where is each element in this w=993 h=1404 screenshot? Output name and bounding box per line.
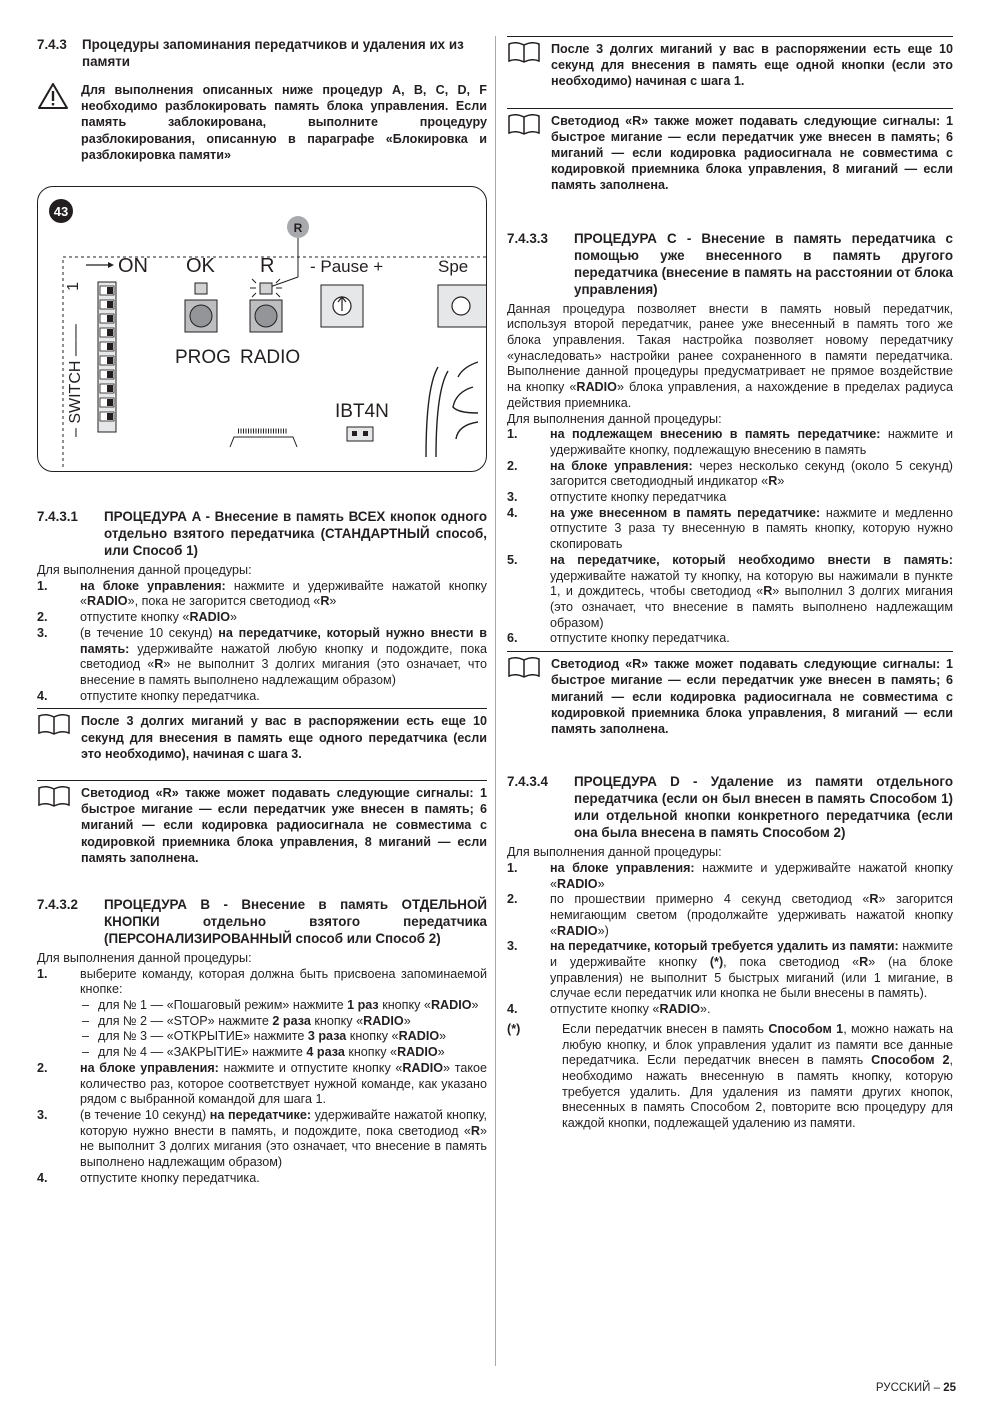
procedure-a-heading: 7.4.3.1 ПРОЦЕДУРА A - Внесение в память ВСЕХ кнопок одного отдельно взятого передатчика (СТАНДАРТНЫЙ способ, или Способ 1) — [37, 509, 487, 559]
procedure-d-footnote: (*) Если передатчик внесен в память Способом 1, можно нажать на любую кнопку, и блок управления удалит из памяти все данные передатчика. Если передатчик внесен в память Способом 2, необходимо нажать внесенную в память кнопку, которую требуется удалить. Для удаления из памяти других кнопок, внесенных в память Способом 2, повторите всю процедуру для каждой кнопки, подлежащей удалению из памяти. — [507, 1021, 953, 1131]
procedure-a-step-1: 1. на блоке управления: нажмите и удерживайте нажатой кнопку «RADIO», пока не загорится светодиод «R» — [37, 578, 487, 609]
dip-switch — [98, 282, 116, 432]
procedure-a-step-2: 2. отпустите кнопку «RADIO» — [37, 610, 238, 625]
procedure-a-step-3: 3. (в течение 10 секунд) на передатчике, который нужно внести в память: удерживайте нажатой любую кнопку и подождите, пока светодиод «R» не выполнит 3 долгих мигания (это означает, что внесение в память выполнено надлежащим образом) — [37, 625, 488, 687]
book-icon — [507, 41, 551, 90]
pause-trimmer — [321, 285, 363, 327]
procedure-c-step-4: 4. на уже внесенном в память передатчике: нажмите и медленно отпустите 3 раза ту внесенную в память кнопку, которую нужно скопировать — [507, 505, 953, 552]
procedure-a-note-2: Светодиод «R» также может подавать следующие сигналы: 1 быстрое мигание — если передатчик уже внесен в память; 6 миганий — если кодировка радиосигнала не совместима с кодировкой приемника блока управления, 8 миганий — если память заполнена. — [37, 780, 487, 866]
left-column — [37, 36, 487, 1187]
procedure-b-sub-2: – для № 2 — «STOP» нажмите 2 раза кнопку «RADIO» — [82, 1013, 411, 1028]
procedure-b-heading: 7.4.3.2 ПРОЦЕДУРА B - Внесение в память ОТДЕЛЬНОЙ КНОПКИ отдельно взятого передатчика (ПЕРСОНАЛИЗИРОВАННЫЙ способ или Способ 2) — [37, 896, 487, 946]
procedure-b-step-4: 4. отпустите кнопку передатчика. — [37, 1170, 260, 1185]
procedure-d-intro: Для выполнения данной процедуры: — [507, 845, 722, 860]
procedure-c-step-3: 3. отпустите кнопку передатчика — [507, 490, 727, 505]
radio-button — [250, 300, 282, 332]
terminal-shape — [426, 362, 478, 457]
warning-note: Для выполнения описанных ниже процедур A, B, C, D, F необходимо разблокировать память блока управления. Если память заблокирована, выполните процедуру разблокирования, описанную в параграфе «Блокировка и разблокировка памяти» — [37, 82, 487, 163]
procedure-a-step-4: 4. отпустите кнопку передатчика. — [37, 688, 260, 703]
warning-icon — [37, 82, 81, 163]
pause-label: - Pause + — [310, 257, 384, 277]
procedure-b-note-2: Светодиод «R» также может подавать следующие сигналы: 1 быстрое мигание — если передатчик уже внесен в память; 6 миганий — если кодировка радиосигнала не совместима с кодировкой приемника блока управления, 8 миганий — если память заполнена. — [507, 108, 953, 194]
r-led — [260, 283, 272, 294]
ok-label: OK — [186, 255, 215, 278]
procedure-d-step-1: 1. на блоке управления: нажмите и удерживайте нажатой кнопку «RADIO» — [507, 860, 953, 891]
procedure-c-step-5: 5. на передатчике, который необходимо внести в память: удерживайте нажатой ту кнопку, на которую вы нажимали в пункте 1, и дождитесь, чтобы светодиод «R» выполнил 3 долгих мигания (это означает, что внесение в память выполнено надлежащим образом) — [507, 552, 953, 630]
procedure-c-note: Светодиод «R» также может подавать следующие сигналы: 1 быстрое мигание — если передатчик уже внесен в память; 6 миганий — если кодировка радиосигнала не совместима с кодировкой приемника блока управления, 8 миганий — если память заполнена. — [507, 651, 953, 737]
ok-led — [195, 283, 207, 294]
book-icon — [37, 713, 81, 762]
right-column — [507, 36, 953, 1132]
procedure-b-sub-4: – для № 4 — «ЗАКРЫТИЕ» нажмите 4 раза кнопку «RADIO» — [82, 1045, 445, 1060]
procedure-d-step-4: 4. отпустите кнопку «RADIO». — [507, 1002, 711, 1017]
procedure-c-description: Данная процедура позволяет внести в память новый передатчик, используя второй передатчик, ранее уже внесенный в память того же блока управления. Такая настройка позволяет новому передатчику «унаследовать» настройки ранее сохраненного в памяти передатчика. Выполнение данной процедуры предусматривает не прямое воздействие на кнопку «RADIO» блока управления, а нахождение в пределах радиуса действия приемника. — [507, 301, 953, 410]
procedure-d-step-3: 3. на передатчике, который требуется удалить из памяти: нажмите и удерживайте кнопку (*), пока светодиод «R» (на блоке управления) не выполнит 5 быстрых миганий (или 1 мигание, в случае если передатчик или кнопка не были внесены в память). — [507, 939, 954, 1001]
procedure-d-step-2: 2. по прошествии примерно 4 секунд светодиод «R» загорится немигающим светом (продолжайте удерживать нажатой кнопку «RADIO») — [507, 892, 953, 938]
column-divider — [495, 36, 496, 1366]
ibt4n-label: IBT4N — [335, 401, 389, 423]
r-badge: R — [293, 221, 303, 236]
page-number: 25 — [943, 1382, 956, 1394]
procedure-d-heading: 7.4.3.4 ПРОЦЕДУРА D - Удаление из памяти отдельного передатчика (если он был внесен в память Способом 1) или отдельной кнопки конкретного передатчика (если она была внесена в память Способом 2) — [507, 774, 953, 841]
procedure-b-step-1: 1. выберите команду, которая должна быть присвоена запоминаемой кнопке: — [37, 966, 487, 997]
procedure-a-note-1: После 3 долгих миганий у вас в распоряжении есть еще 10 секунд для внесения в память еще одного передатчика (если это необходимо), начиная с шага 3. — [37, 708, 487, 762]
switch-label: – SWITCH —— — [67, 324, 84, 438]
procedure-b-step-2: 2. на блоке управления: нажмите и отпустите кнопку «RADIO» такое количество раз, которое соответствует нужной команде, как указано рядом с выбранной командой для шага 1. — [37, 1060, 487, 1107]
figure-number: 43 — [53, 204, 69, 220]
procedure-b-sub-1: – для № 1 — «Пошаговый режим» нажмите 1 раз кнопку «RADIO» — [82, 998, 479, 1013]
radio-connector — [230, 431, 297, 447]
radio-label: RADIO — [240, 347, 301, 369]
procedure-b-sub-3: – для № 3 — «ОТКРЫТИЕ» нажмите 3 раза кнопку «RADIO» — [82, 1029, 447, 1044]
ibt4n-connector — [347, 427, 373, 441]
r-label: R — [260, 255, 275, 278]
procedure-a-intro: Для выполнения данной процедуры: — [37, 563, 252, 578]
procedure-b-note-1: После 3 долгих миганий у вас в распоряжении есть еще 10 секунд для внесения в память еще одной кнопки (если это необходимо) начиная с шага 1. — [507, 36, 953, 90]
footer-language: РУССКИЙ – — [875, 1382, 944, 1394]
section-heading-7-4-3: 7.4.3 Процедуры запоминания передатчиков и удаления их из памяти — [37, 37, 464, 69]
switch-one-label: 1 — [65, 282, 82, 291]
book-icon — [507, 656, 551, 737]
book-icon — [37, 785, 81, 866]
spe-label: Spe — [438, 257, 469, 277]
page-footer — [876, 1382, 956, 1394]
procedure-c-intro: Для выполнения данной процедуры: — [507, 411, 722, 426]
figure-43-control-board — [37, 186, 487, 472]
procedure-c-step-2: 2. на блоке управления: через несколько секунд (около 5 секунд) загорится светодиодный индикатор «R» — [507, 458, 953, 489]
prog-label: PROG — [175, 347, 231, 369]
procedure-c-step-6: 6. отпустите кнопку передатчика. — [507, 631, 730, 646]
on-label: ON — [118, 255, 148, 278]
procedure-b-step-3: 3. (в течение 10 секунд) на передатчике: удерживайте нажатой кнопку, которую нужно внести в память, и подождите, пока светодиод «R» не выполнит 3 долгих мигания (это означает, что внесение в память выполнено надлежащим образом) — [37, 1108, 487, 1170]
prog-button — [185, 300, 217, 332]
speed-trimmer — [438, 285, 486, 327]
procedure-b-intro: Для выполнения данной процедуры: — [37, 950, 252, 965]
book-icon — [507, 113, 551, 194]
procedure-c-heading: 7.4.3.3 ПРОЦЕДУРА C - Внесение в память передатчика с помощью уже внесенного в память другого передатчика (внесение в память на расстоянии от блока управления) — [507, 230, 953, 297]
procedure-c-step-1: 1. на подлежащем внесению в память передатчике: нажмите и удерживайте кнопку, подлежащую внесению в память — [507, 427, 953, 457]
